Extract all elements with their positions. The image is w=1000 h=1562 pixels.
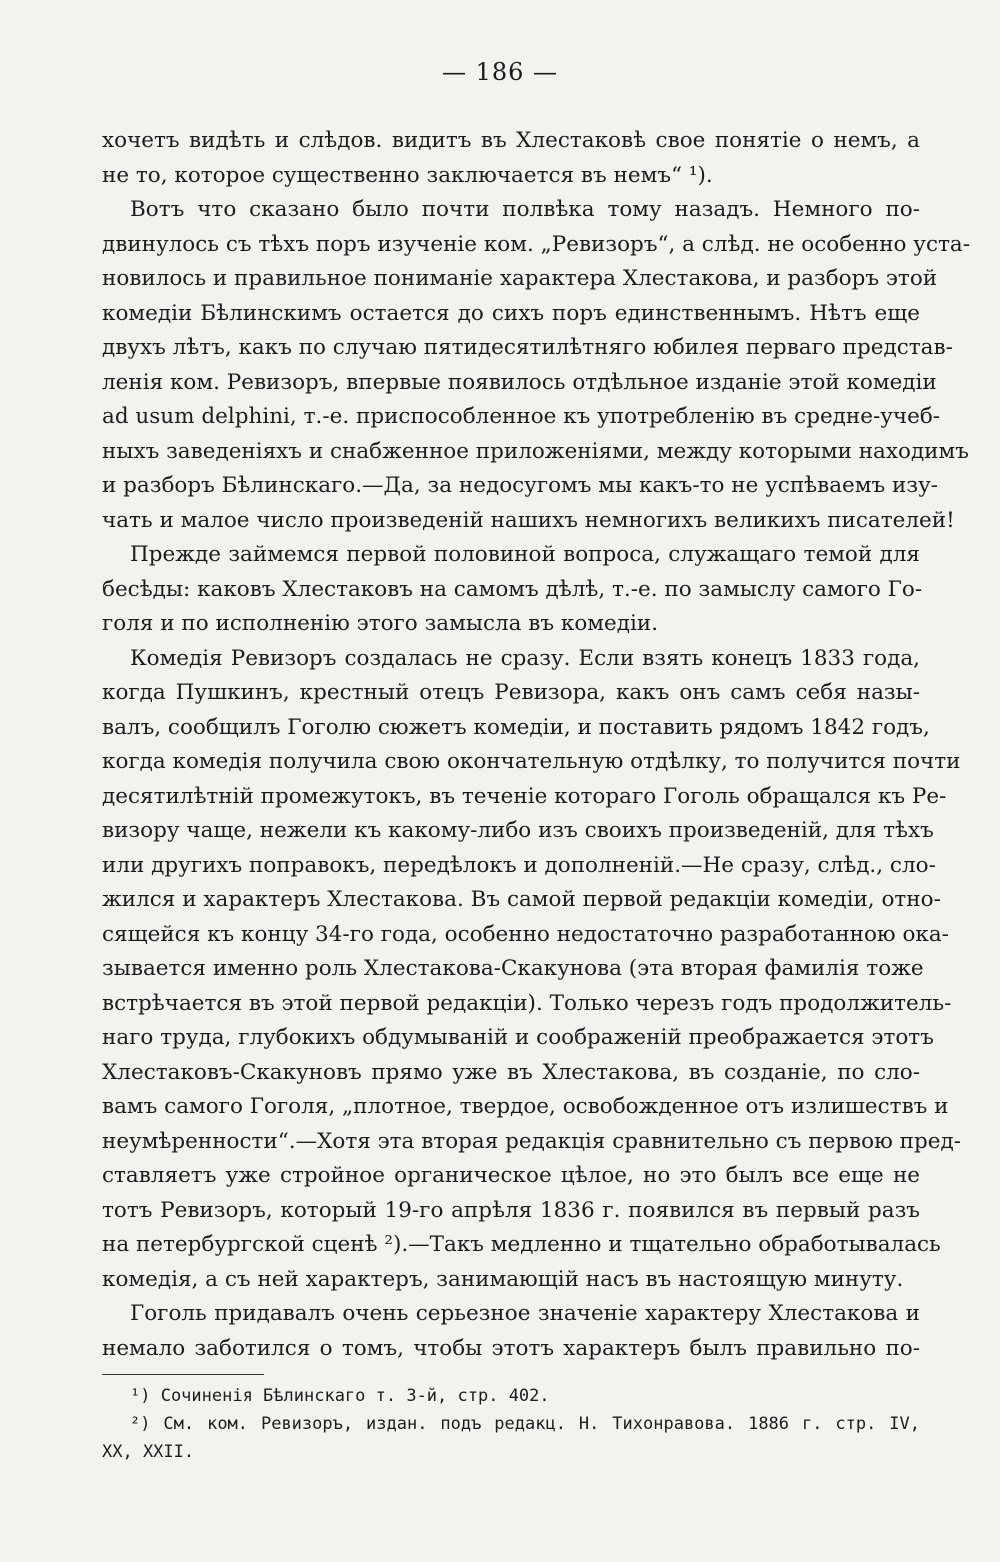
text-line: десятилѣтній промежутокъ, въ теченіе котораго Гоголь обращался къ Ре- — [102, 783, 947, 809]
text-line: или другихъ поправокъ, передѣлокъ и дополненій.—Не сразу, слѣд., сло- — [102, 852, 936, 878]
text-line: ставляетъ уже стройное органическое цѣлое, но это былъ все еще не — [102, 1163, 920, 1188]
text-line: двинулось съ тѣхъ поръ изученіе ком. „Ревизоръ“, а слѣд. не особенно уста- — [102, 231, 970, 257]
text-line: и разборъ Бѣлинскаго.—Да, за недосугомъ мы какъ-то не успѣваемъ изу- — [102, 473, 938, 498]
text-line: ad usum delphini, т.-е. приспособленное къ употребленію въ средне-учеб- — [102, 404, 941, 429]
text-line: жился и характеръ Хлестакова. Въ самой первой редакціи комедіи, отно- — [102, 887, 941, 912]
text-line: бесѣды: каковъ Хлестаковъ на самомъ дѣлѣ, т.-е. по замыслу самого Го- — [102, 576, 923, 602]
text-line: когда Пушкинъ, крестный отецъ Ревизора, какъ онъ самъ себя назы- — [102, 680, 920, 705]
text-line: новилось и правильное пониманіе характера Хлестакова, и разборъ этой — [102, 266, 938, 291]
text-line: неумѣренности“.—Хотя эта вторая редакція сравнительно съ первою пред- — [102, 1128, 961, 1154]
text-line: зывается именно роль Хлестакова-Скакунова (эта вторая фамилія тоже — [102, 956, 924, 981]
text-line: тотъ Ревизоръ, который 19-го апрѣля 1836 г. появился въ первый разъ — [102, 1197, 920, 1223]
text-line: не то, которое существенно заключается въ немъ“ ¹). — [102, 162, 713, 188]
footnote: ²) См. ком. Ревизоръ, издан. подъ редакц. Н. Тихонравова. 1886 г. стр. IV, — [130, 1414, 920, 1434]
footnote-divider — [102, 1374, 264, 1375]
text-line: когда комедія получила свою окончательную отдѣлку, то получится почти — [102, 749, 961, 774]
text-line: встрѣчается въ этой первой редакціи). Только черезъ годъ продолжитель- — [102, 990, 952, 1016]
text-line: ныхъ заведеніяхъ и снабженное приложеніями, между которыми находимъ — [102, 438, 969, 464]
page-number: — 186 — — [441, 58, 559, 86]
text-line: хочетъ видѣть и слѣдов. видитъ въ Хлестаковѣ свое понятіе о немъ, а — [102, 128, 920, 153]
text-line: сящейся къ концу 34-го года, особенно недостаточно разработанною ока- — [102, 921, 949, 947]
text-line: комедія, а съ ней характеръ, занимающій насъ въ настоящую минуту. — [102, 1266, 904, 1292]
text-line: наго труда, глубокихъ обдумываній и соображеній преображается этотъ — [102, 1025, 934, 1050]
footnote: ¹) Сочиненія Бѣлинскаго т. 3-й, стр. 402. — [130, 1386, 550, 1406]
text-line: вамъ самого Гоголя, „плотное, твердое, освобожденное отъ излишествъ и — [102, 1094, 949, 1119]
text-line: Вотъ что сказано было почти полвѣка тому назадъ. Немного по- — [130, 197, 920, 222]
text-line: Комедія Ревизоръ создалась не сразу. Если взять конецъ 1833 года, — [130, 645, 920, 671]
text-line: голя и по исполненію этого замысла въ комедіи. — [102, 611, 659, 636]
text-line: ленія ком. Ревизоръ, впервые появилось отдѣльное изданіе этой комедіи — [102, 369, 937, 395]
text-line: Хлестаковъ-Скакуновъ прямо уже въ Хлестакова, въ созданіе, по сло- — [102, 1059, 920, 1085]
body-text — [102, 124, 970, 1366]
text-line: чать и малое число произведеній нашихъ немногихъ великихъ писателей! — [102, 507, 955, 533]
text-line: валъ, сообщилъ Гоголю сюжетъ комедіи, и поставить рядомъ 1842 годъ, — [102, 714, 930, 740]
text-line: немало заботился о томъ, чтобы этотъ характеръ былъ правильно по- — [102, 1335, 920, 1361]
footnote-continuation: XX, XXII. — [102, 1442, 195, 1462]
text-line: двухъ лѣтъ, какъ по случаю пятидесятилѣтняго юбилея перваго представ- — [102, 335, 953, 360]
footnotes — [102, 1382, 920, 1466]
text-line: визору чаще, нежели къ какому-либо изъ своихъ произведеній, для тѣхъ — [102, 818, 934, 843]
text-line: Прежде займемся первой половиной вопроса, служащаго темой для — [130, 542, 920, 567]
text-line: Гоголь придавалъ очень серьезное значеніе характеру Хлестакова и — [130, 1301, 920, 1326]
text-line: комедіи Бѣлинскимъ остается до сихъ поръ единственнымъ. Нѣтъ еще — [102, 300, 920, 326]
text-line: на петербургской сценѣ ²).—Такъ медленно и тщательно обработывалась — [102, 1232, 941, 1257]
